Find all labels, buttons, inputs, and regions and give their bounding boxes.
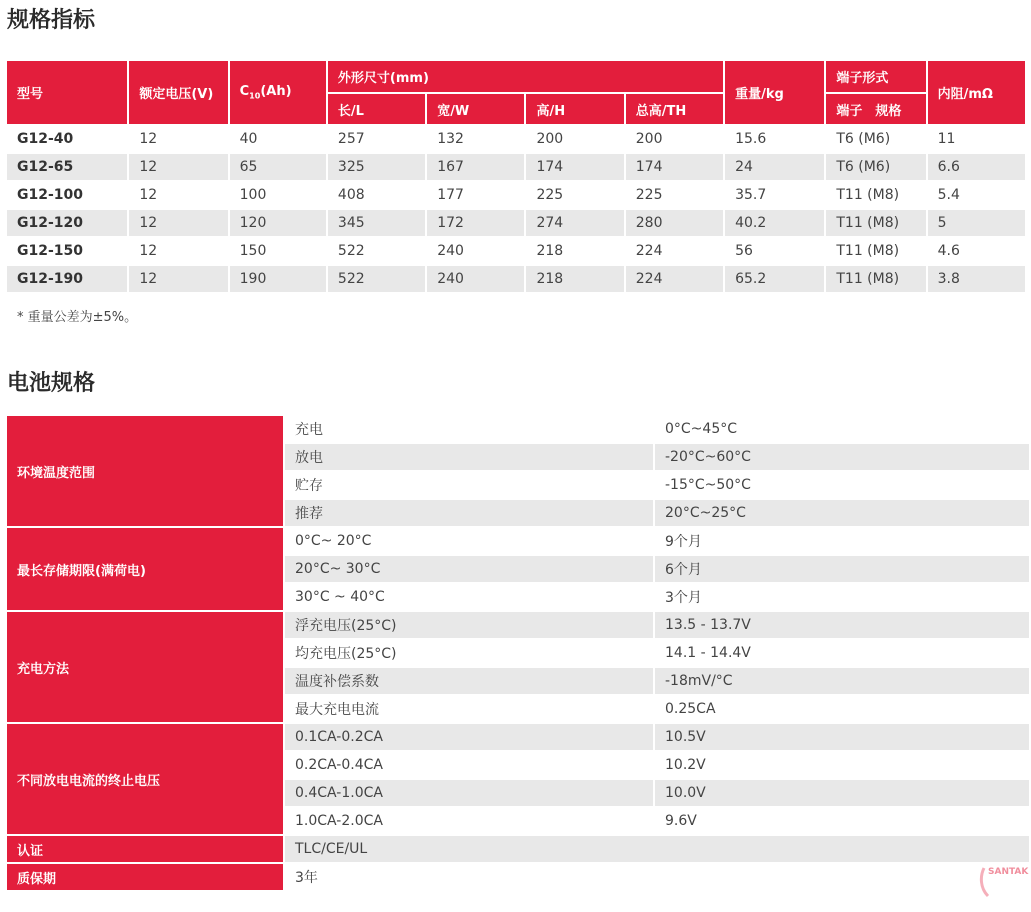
cell-width: 172 [427,210,524,236]
cell-voltage: 12 [129,210,227,236]
spec-value: -20°C~60°C [655,444,1029,470]
cell-weight: 65.2 [725,266,824,292]
cell-width: 177 [427,182,524,208]
spec-value: 14.1 - 14.4V [655,640,1029,666]
cell-total-height: 224 [626,266,723,292]
cell-length: 522 [328,238,425,264]
cell-total-height: 280 [626,210,723,236]
cell-capacity: 190 [230,266,326,292]
cell-total-height: 224 [626,238,723,264]
spec-value: 10.5V [655,724,1029,750]
cell-length: 345 [328,210,425,236]
table-row [7,612,1029,638]
category-label: 环境温度范围 [7,416,283,526]
cell-height: 200 [526,126,623,152]
spec-value: 13.5 - 13.7V [655,612,1029,638]
spec-label: 贮存 [285,472,653,498]
cell-width: 240 [427,266,524,292]
cell-capacity: 40 [230,126,326,152]
spec-label: 温度补偿系数 [285,668,653,694]
cell-weight: 56 [725,238,824,264]
spec-value: 20°C~25°C [655,500,1029,526]
spec-label: 最大充电电流 [285,696,653,722]
spec-table [5,59,1027,294]
cell-model: G12-40 [7,126,127,152]
header-dimensions: 外形尺寸(mm) [328,61,723,92]
cell-height: 174 [526,154,623,180]
table-row [7,182,1025,208]
cell-weight: 35.7 [725,182,824,208]
weight-tolerance-note: * 重量公差为±5%。 [17,310,138,325]
cell-resistance: 5 [928,210,1025,236]
spec-value: 3个月 [655,584,1029,610]
cell-terminal: T6 (M6) [826,126,925,152]
cell-model: G12-65 [7,154,127,180]
header-voltage: 额定电压(V) [129,61,227,124]
cell-weight: 40.2 [725,210,824,236]
cell-length: 522 [328,266,425,292]
cell-total-height: 174 [626,154,723,180]
category-label: 认证 [7,836,283,862]
category-label: 质保期 [7,864,283,890]
cell-length: 257 [328,126,425,152]
spec-value: TLC/CE/UL [285,836,1029,862]
battery-spec-table [5,414,1031,892]
header-height: 高/H [526,94,623,124]
cell-total-height: 225 [626,182,723,208]
cell-terminal: T6 (M6) [826,154,925,180]
cell-weight: 15.6 [725,126,824,152]
header-capacity: $C_{10}(Ah)$ [230,61,326,124]
cell-model: G12-190 [7,266,127,292]
cell-total-height: 200 [626,126,723,152]
cell-height: 218 [526,238,623,264]
spec-label: 浮充电压(25°C) [285,612,653,638]
spec-value: 0.25CA [655,696,1029,722]
cell-model: G12-120 [7,210,127,236]
cell-model: G12-100 [7,182,127,208]
header-width: 宽/W [427,94,524,124]
cell-resistance: 4.6 [928,238,1025,264]
cell-width: 132 [427,126,524,152]
header-terminal: 端子形式 [826,61,925,92]
cell-capacity: 120 [230,210,326,236]
spec-value: 0°C~45°C [655,416,1029,442]
cell-capacity: 100 [230,182,326,208]
table-row [7,836,1029,862]
cell-width: 240 [427,238,524,264]
cell-terminal: T11 (M8) [826,266,925,292]
category-label: 充电方法 [7,612,283,722]
header-terminal-spec: 端子 规格 [826,94,925,124]
table-row [7,126,1025,152]
table-row [7,864,1029,890]
page-title-specs: 规格指标 [7,8,96,33]
header-length: 长/L [328,94,425,124]
cell-terminal: T11 (M8) [826,210,925,236]
spec-value: 9个月 [655,528,1029,554]
page-title-battery-specs: 电池规格 [7,371,96,396]
spec-value: 3年 [285,864,1029,890]
cell-voltage: 12 [129,238,227,264]
cell-model: G12-150 [7,238,127,264]
spec-label: 放电 [285,444,653,470]
cell-resistance: 6.6 [928,154,1025,180]
cell-terminal: T11 (M8) [826,238,925,264]
table-row [7,154,1025,180]
spec-label: 0.2CA-0.4CA [285,752,653,778]
category-label: 不同放电电流的终止电压 [7,724,283,834]
spec-label: 0°C~ 20°C [285,528,653,554]
cell-height: 274 [526,210,623,236]
spec-value: 6个月 [655,556,1029,582]
category-label: 最长存储期限(满荷电) [7,528,283,610]
table-row [7,210,1025,236]
table-row [7,238,1025,264]
cell-weight: 24 [725,154,824,180]
spec-value: 10.2V [655,752,1029,778]
spec-label: 30°C ~ 40°C [285,584,653,610]
cell-voltage: 12 [129,266,227,292]
cell-resistance: 3.8 [928,266,1025,292]
header-weight: 重量/kg [725,61,824,124]
cell-voltage: 12 [129,182,227,208]
header-model: 型号 [7,61,127,124]
spec-value: -15°C~50°C [655,472,1029,498]
cell-voltage: 12 [129,154,227,180]
table-row [7,266,1025,292]
cell-capacity: 65 [230,154,326,180]
spec-value: 10.0V [655,780,1029,806]
cell-voltage: 12 [129,126,227,152]
table-row [7,416,1029,442]
header-total-height: 总高/TH [626,94,723,124]
cell-terminal: T11 (M8) [826,182,925,208]
spec-label: 20°C~ 30°C [285,556,653,582]
spec-label: 1.0CA-2.0CA [285,808,653,834]
cell-length: 408 [328,182,425,208]
cell-height: 218 [526,266,623,292]
cell-width: 167 [427,154,524,180]
table-row [7,724,1029,750]
spec-label: 推荐 [285,500,653,526]
spec-value: -18mV/°C [655,668,1029,694]
cell-resistance: 11 [928,126,1025,152]
cell-resistance: 5.4 [928,182,1025,208]
spec-label: 0.1CA-0.2CA [285,724,653,750]
spec-label: 均充电压(25°C) [285,640,653,666]
santak-logo-text: SANTAK [988,867,1029,877]
table-row [7,528,1029,554]
spec-value: 9.6V [655,808,1029,834]
cell-capacity: 150 [230,238,326,264]
spec-label: 充电 [285,416,653,442]
cell-height: 225 [526,182,623,208]
spec-label: 0.4CA-1.0CA [285,780,653,806]
header-resistance: 内阻/mΩ [928,61,1025,124]
cell-length: 325 [328,154,425,180]
